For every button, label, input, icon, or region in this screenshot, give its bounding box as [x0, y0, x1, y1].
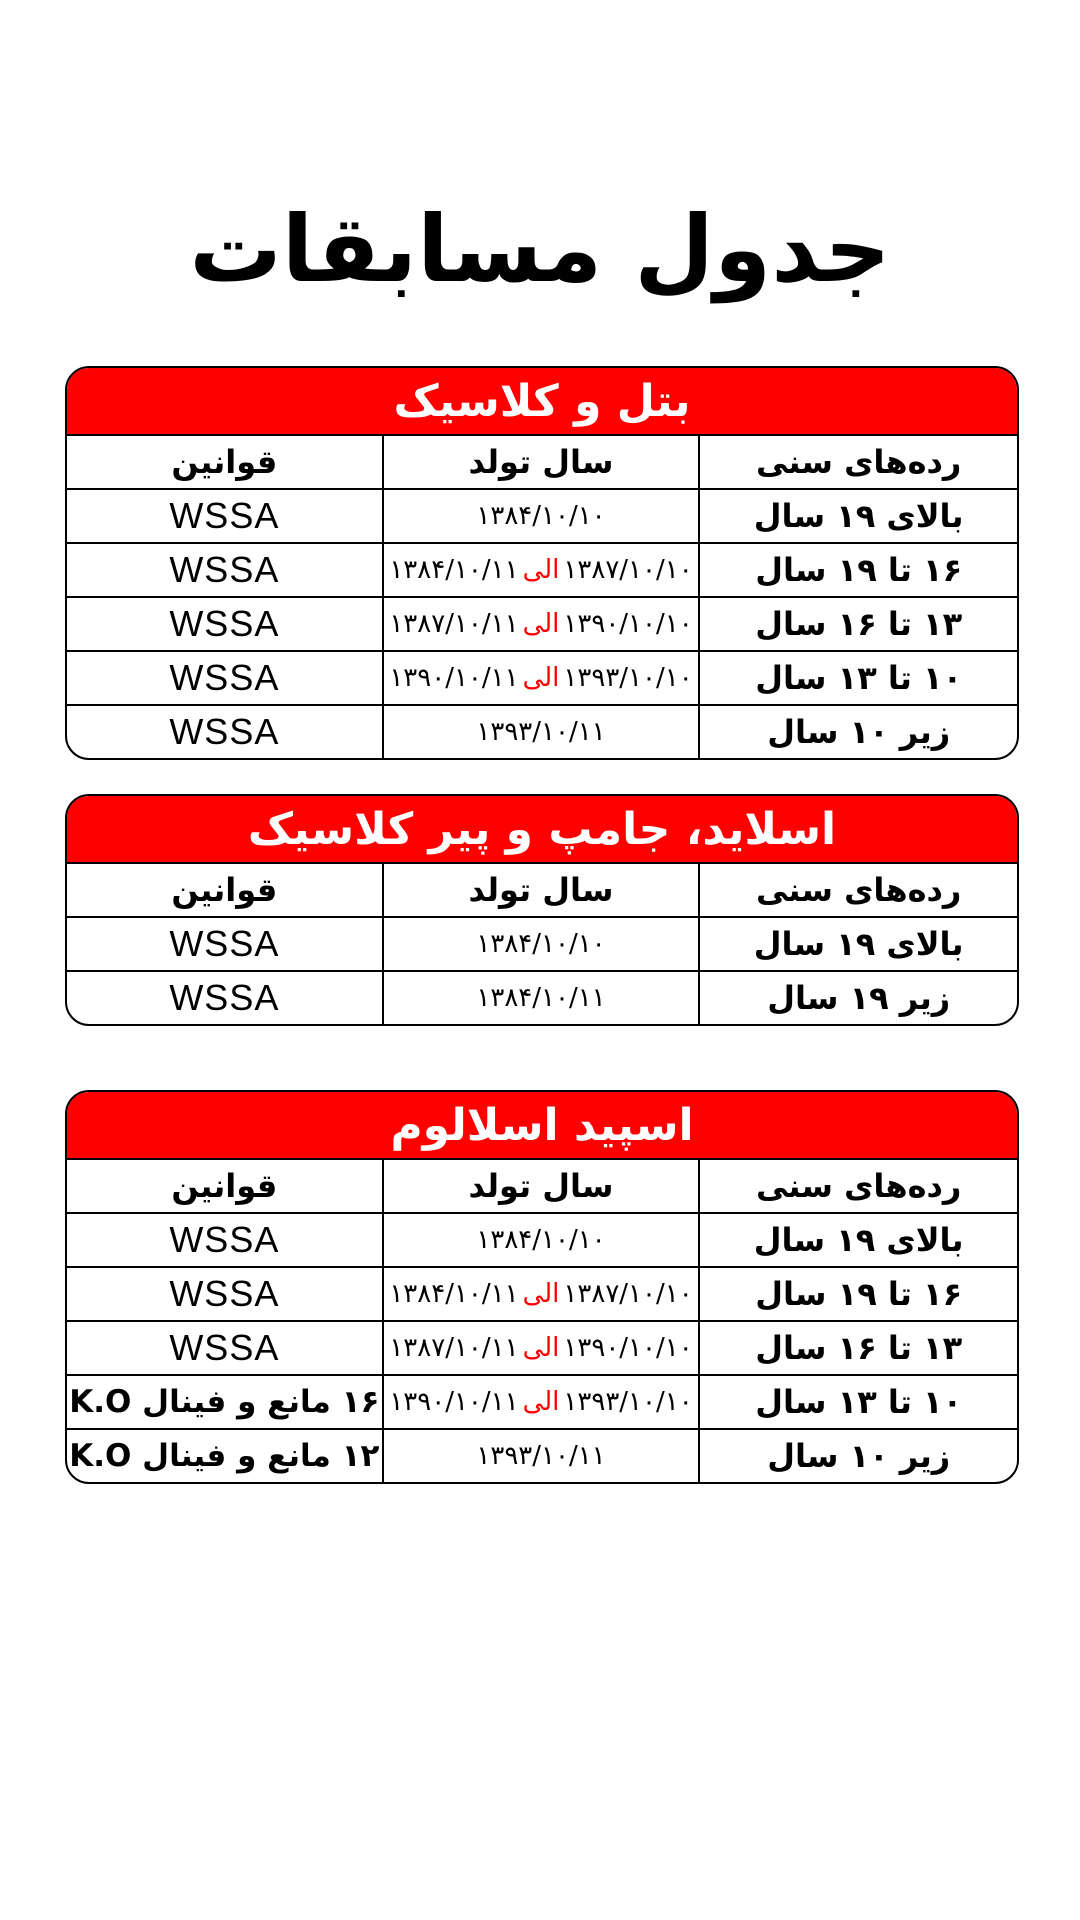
- rules-cell: WSSA: [67, 972, 384, 1024]
- birth-cell: [384, 598, 701, 650]
- age-cell: بالای ۱۹ سال: [753, 497, 964, 535]
- table-row: [67, 1428, 1017, 1482]
- birth-date-to: ۱۳۹۰/۱۰/۱۱: [389, 663, 519, 693]
- age-cell: ۱۰ تا ۱۳ سال: [755, 1383, 963, 1421]
- birth-cell: [384, 544, 701, 596]
- rules-cell: WSSA: [67, 1214, 384, 1266]
- table-slide-jump: [65, 794, 1019, 1026]
- rules-cell: WSSA: [67, 706, 384, 758]
- age-cell: زیر ۱۰ سال: [767, 713, 951, 751]
- range-word: الی: [522, 609, 560, 639]
- age-cell: ۱۰ تا ۱۳ سال: [755, 659, 963, 697]
- column-header-birth: سال تولد: [384, 864, 701, 916]
- birth-date-from: ۱۳۹۰/۱۰/۱۰: [563, 1333, 693, 1363]
- birth-date-from: ۱۳۸۷/۱۰/۱۰: [563, 555, 693, 585]
- birth-cell: [384, 652, 701, 704]
- birth-date: ۱۳۹۳/۱۰/۱۱: [476, 717, 606, 747]
- birth-date: ۱۳۸۴/۱۰/۱۰: [476, 501, 606, 531]
- table-row: [67, 1374, 1017, 1428]
- birth-cell: [384, 1268, 701, 1320]
- rules-cell: WSSA: [67, 598, 384, 650]
- range-word: الی: [522, 1387, 560, 1417]
- birth-cell: [384, 918, 701, 970]
- column-header-birth: سال تولد: [384, 1160, 701, 1212]
- birth-date: ۱۳۸۴/۱۰/۱۰: [476, 929, 606, 959]
- table-row: [67, 488, 1017, 542]
- column-header-age: رده‌های سنی: [756, 1167, 962, 1205]
- age-cell: ۱۳ تا ۱۶ سال: [755, 1329, 963, 1367]
- table-heading: بتل و کلاسیک: [67, 368, 1017, 436]
- table-heading: اسلاید، جامپ و پیر کلاسیک: [67, 796, 1017, 864]
- rules-cell: WSSA: [67, 544, 384, 596]
- table-row: [67, 650, 1017, 704]
- rules-cell: WSSA: [67, 490, 384, 542]
- table-heading: اسپید اسلالوم: [67, 1092, 1017, 1160]
- column-header-age: رده‌های سنی: [756, 871, 962, 909]
- age-cell: زیر ۱۹ سال: [767, 979, 951, 1017]
- table-header-row: [67, 1160, 1017, 1212]
- range-word: الی: [522, 1333, 560, 1363]
- table-row: [67, 596, 1017, 650]
- age-cell: ۱۶ تا ۱۹ سال: [755, 551, 963, 589]
- table-row: [67, 970, 1017, 1024]
- birth-cell: [384, 490, 701, 542]
- age-cell: ۱۳ تا ۱۶ سال: [755, 605, 963, 643]
- birth-date-from: ۱۳۹۳/۱۰/۱۰: [563, 663, 693, 693]
- birth-cell: [384, 1430, 701, 1482]
- table-battle-classic: [65, 366, 1019, 760]
- table-row: [67, 1320, 1017, 1374]
- rules-cell: WSSA: [67, 918, 384, 970]
- table-row: [67, 704, 1017, 758]
- column-header-rules: قوانین: [67, 436, 384, 488]
- table-row: [67, 1266, 1017, 1320]
- birth-date: ۱۳۸۴/۱۰/۱۰: [476, 1225, 606, 1255]
- birth-date: ۱۳۹۳/۱۰/۱۱: [476, 1441, 606, 1471]
- table-speed-slalom: [65, 1090, 1019, 1484]
- age-cell: زیر ۱۰ سال: [767, 1437, 951, 1475]
- column-header-rules: قوانین: [67, 864, 384, 916]
- rules-cell: WSSA: [67, 1268, 384, 1320]
- column-header-age: رده‌های سنی: [756, 443, 962, 481]
- rules-cell: ۱۶ مانع و فینال K.O: [67, 1376, 384, 1428]
- range-word: الی: [522, 555, 560, 585]
- birth-date-from: ۱۳۹۰/۱۰/۱۰: [563, 609, 693, 639]
- page-title: جدول مسابقات: [189, 196, 891, 303]
- birth-date-to: ۱۳۸۴/۱۰/۱۱: [389, 555, 519, 585]
- birth-date-from: ۱۳۹۳/۱۰/۱۰: [563, 1387, 693, 1417]
- birth-date-from: ۱۳۸۷/۱۰/۱۰: [563, 1279, 693, 1309]
- birth-date-to: ۱۳۸۷/۱۰/۱۱: [389, 609, 519, 639]
- birth-date-to: ۱۳۹۰/۱۰/۱۱: [389, 1387, 519, 1417]
- rules-cell: WSSA: [67, 1322, 384, 1374]
- range-word: الی: [522, 663, 560, 693]
- birth-date-to: ۱۳۸۴/۱۰/۱۱: [389, 1279, 519, 1309]
- rules-cell: ۱۲ مانع و فینال K.O: [67, 1430, 384, 1482]
- table-row: [67, 542, 1017, 596]
- table-row: [67, 1212, 1017, 1266]
- age-cell: بالای ۱۹ سال: [753, 925, 964, 963]
- birth-date-to: ۱۳۸۷/۱۰/۱۱: [389, 1333, 519, 1363]
- rules-cell: WSSA: [67, 652, 384, 704]
- table-header-row: [67, 864, 1017, 916]
- birth-cell: [384, 706, 701, 758]
- birth-date: ۱۳۸۴/۱۰/۱۱: [476, 983, 606, 1013]
- birth-cell: [384, 972, 701, 1024]
- table-header-row: [67, 436, 1017, 488]
- range-word: الی: [522, 1279, 560, 1309]
- age-cell: بالای ۱۹ سال: [753, 1221, 964, 1259]
- birth-cell: [384, 1322, 701, 1374]
- age-cell: ۱۶ تا ۱۹ سال: [755, 1275, 963, 1313]
- column-header-rules: قوانین: [67, 1160, 384, 1212]
- column-header-birth: سال تولد: [384, 436, 701, 488]
- birth-cell: [384, 1376, 701, 1428]
- table-row: [67, 916, 1017, 970]
- birth-cell: [384, 1214, 701, 1266]
